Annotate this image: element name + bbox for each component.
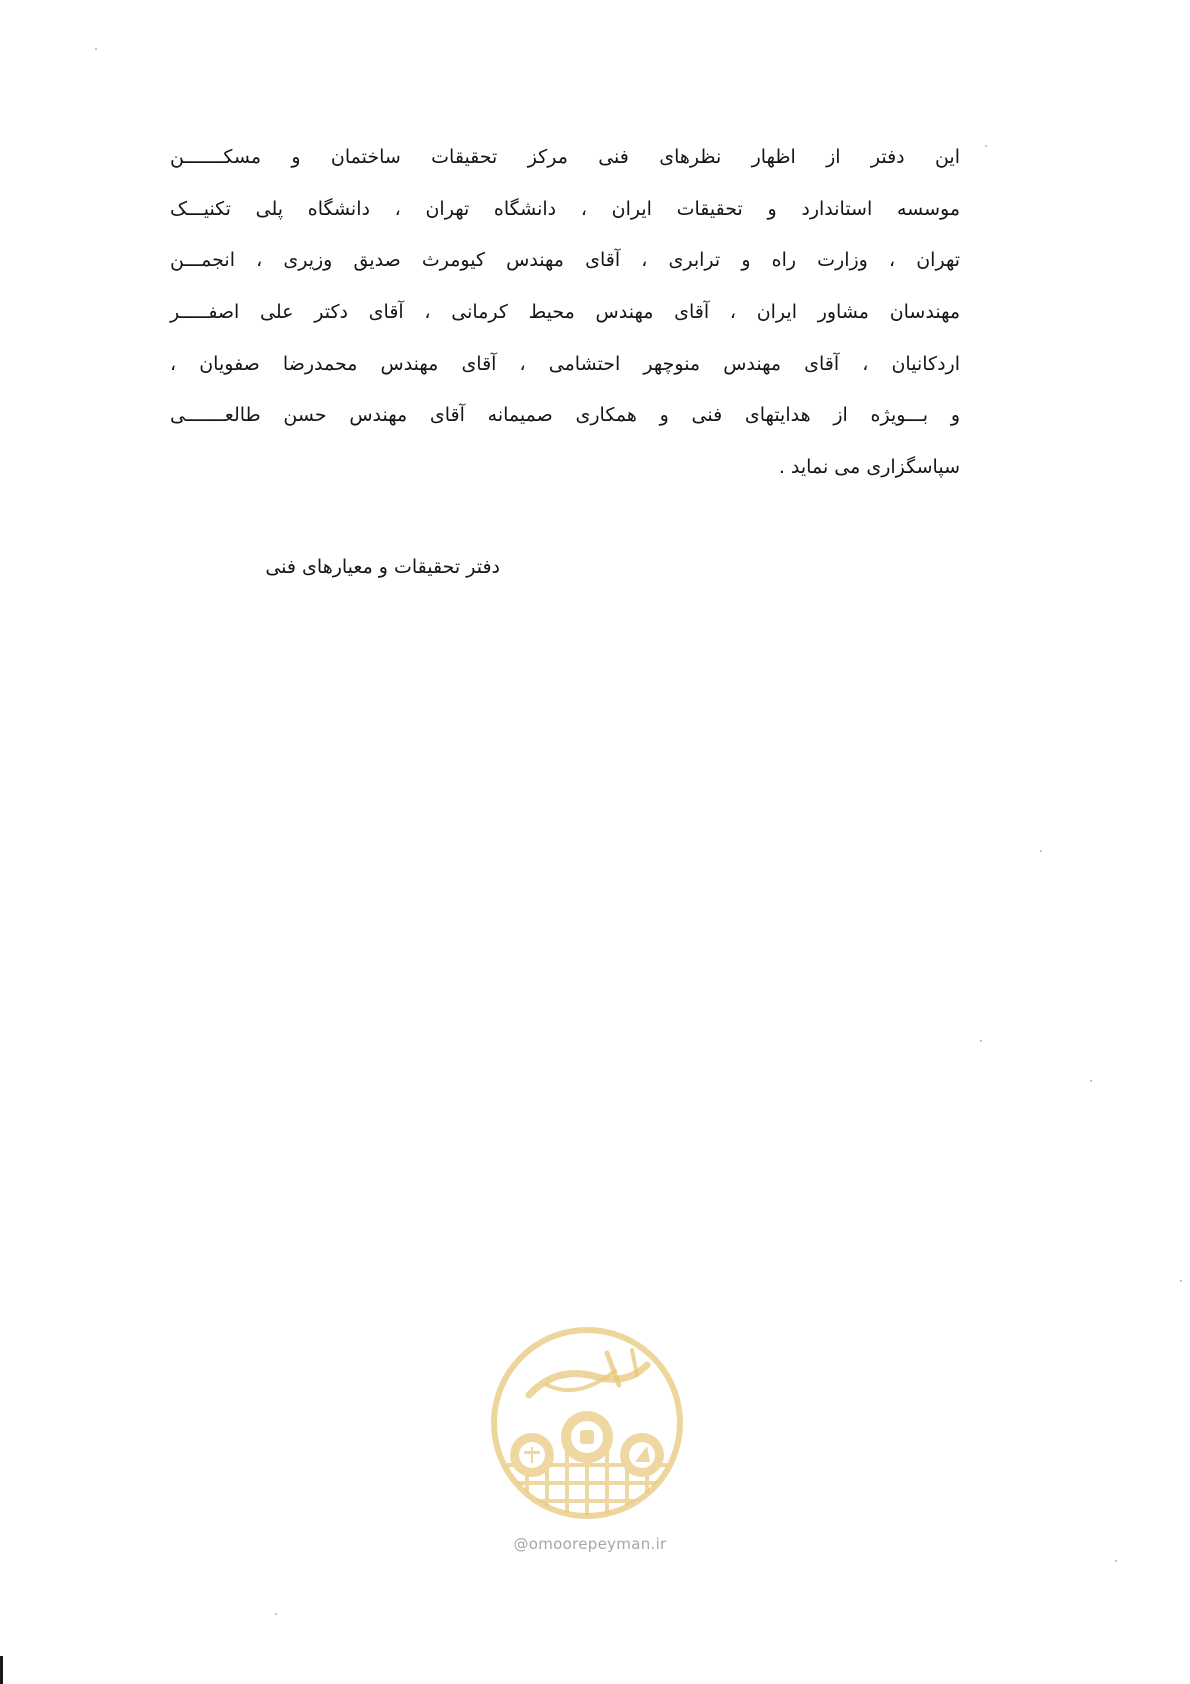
scan-speck [985,145,987,147]
scan-speck [95,48,97,50]
acknowledgement-line-5: اردکانیان ، آقای مهندس منوچهر احتشامی ، آقای مهندس محمدرضا صفویان ، [170,352,960,375]
scan-speck [1040,850,1042,852]
acknowledgement-line-1: این دفتر از اظهار نظرهای فنی مرکز تحقیقات ساختمان و مسکـــــــن [170,146,960,168]
scan-speck [980,1040,982,1042]
watermark-logo [487,1325,687,1545]
acknowledgement-line-2: موسسه استاندارد و تحقیقات ایران ، دانشگاه تهران ، دانشگاه پلی تکنیـــک [170,197,960,220]
acknowledgement-paragraph [170,132,960,494]
scan-edge-mark [0,1656,3,1684]
acknowledgement-line-4: مهندسان مشاور ایران ، آقای مهندس محیط کرمانی ، آقای دکتر علی اصفـــــر [170,301,960,324]
scan-speck [1090,1080,1092,1082]
acknowledgement-line-7: سپاسگزاری می نماید . [778,456,960,479]
scan-speck [1180,1280,1182,1282]
office-signature: دفتر تحقیقات و معیارهای فنی [265,556,500,578]
watermark-emblem-icon [487,1325,687,1540]
acknowledgement-line-3: تهران ، وزارت راه و ترابری ، آقای مهندس کیومرث صدیق وزیری ، انجمـــن [170,249,960,272]
scan-speck [275,1613,277,1615]
scan-speck [1115,1560,1117,1562]
watermark-url: @omoorepeyman.ir [513,1535,667,1553]
acknowledgement-line-6: و بـــویژه از هدایتهای فنی و همکاری صمیمانه آقای مهندس حسن طالعـــــــی [170,404,960,427]
